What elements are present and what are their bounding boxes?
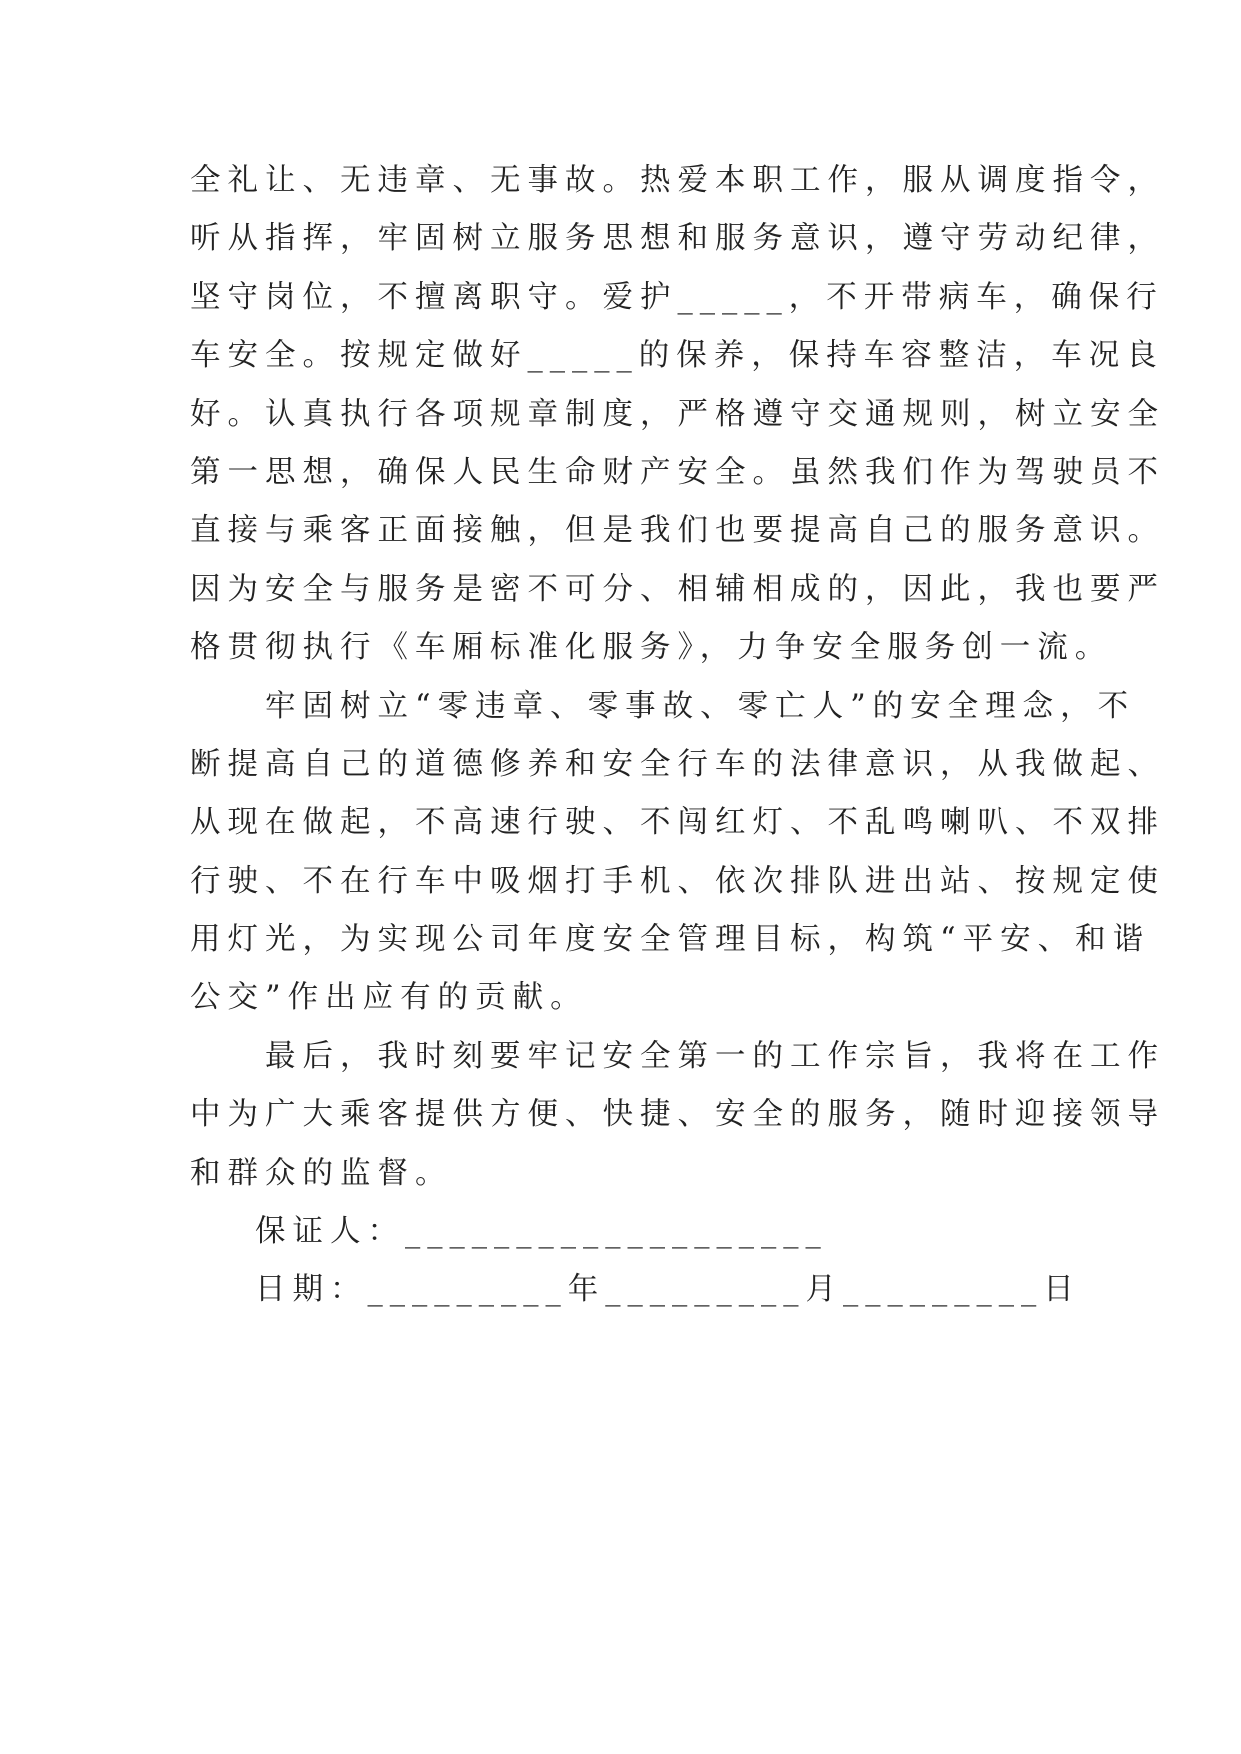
text-line: 行驶、不在行车中吸烟打手机、依次排队进出站、按规定使: [190, 863, 1165, 899]
guarantor-line: 保证人：___________________: [255, 1214, 828, 1250]
text-line: 第一思想，确保人民生命财产安全。虽然我们作为驾驶员不: [190, 454, 1165, 490]
text-line: 从现在做起，不高速行驶、不闯红灯、不乱鸣喇叭、不双排: [190, 805, 1165, 841]
text-line: 格贯彻执行《车厢标准化服务》，力争安全服务创一流。: [190, 630, 1113, 666]
text-line: 最后，我时刻要牢记安全第一的工作宗旨，我将在工作: [190, 1038, 1165, 1074]
text-line: 中为广大乘客提供方便、快捷、安全的服务，随时迎接领导: [190, 1097, 1165, 1133]
document-body: [190, 152, 1165, 1320]
text-line: 牢固树立“零违章、零事故、零亡人”的安全理念，不: [190, 688, 1136, 724]
paragraph-1: [190, 152, 1165, 678]
text-line: 听从指挥，牢固树立服务思想和服务意识，遵守劳动纪律，: [190, 221, 1165, 257]
text-line: 直接与乘客正面接触，但是我们也要提高自己的服务意识。: [190, 513, 1165, 549]
text-line: 车安全。按规定做好_____的保养，保持车容整洁，车况良: [190, 338, 1164, 374]
text-line: 公交”作出应有的贡献。: [190, 980, 588, 1016]
text-line: 断提高自己的道德修养和安全行车的法律意识，从我做起、: [190, 746, 1165, 782]
date-line: 日期：_________年_________月_________日: [255, 1272, 1081, 1308]
paragraph-3: [190, 1028, 1165, 1203]
text-line: 全礼让、无违章、无事故。热爱本职工作，服从调度指令，: [190, 163, 1165, 198]
paragraph-2: [190, 678, 1165, 1028]
text-line: 因为安全与服务是密不可分、相辅相成的，因此，我也要严: [190, 571, 1165, 607]
text-line: 和群众的监督。: [190, 1155, 453, 1191]
signature-block: [190, 1203, 1081, 1320]
text-line: 坚守岗位，不擅离职守。爱护_____，不开带病车，确保行: [190, 279, 1164, 315]
text-line: 好。认真执行各项规章制度，严格遵守交通规则，树立安全: [190, 396, 1165, 432]
text-line: 用灯光，为实现公司年度安全管理目标，构筑“平安、和谐: [190, 922, 1151, 958]
